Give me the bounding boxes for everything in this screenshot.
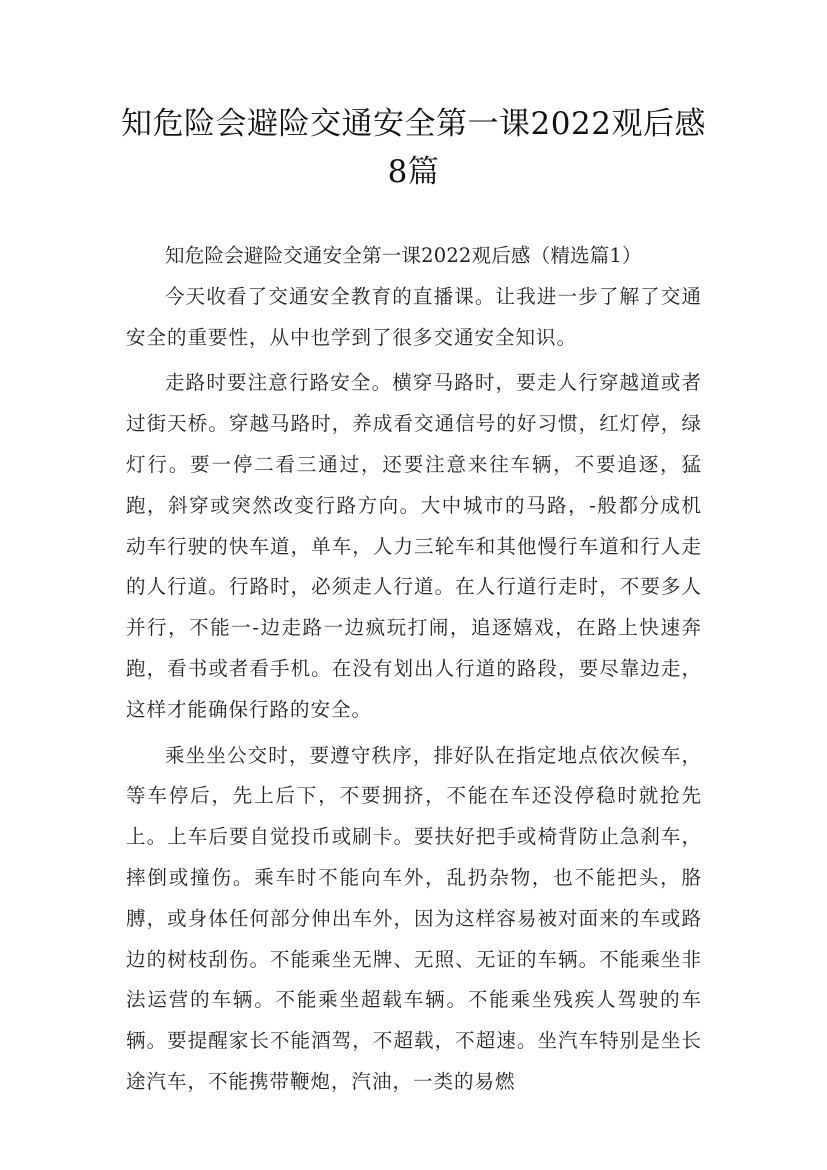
title-line-1: 知危险会避险交通安全第一课2022观后感 [121, 106, 706, 142]
paragraph: 走路时要注意行路安全。横穿马路时，要走人行穿越道或者过街天桥。穿越马路时，养成看交通信号的好习惯，红灯停，绿灯行。要一停二看三通过，还要注意来往车辆，不要追逐，猛跑，斜穿或突然改变行路方向。大中城市的马路，-般都分成机动车行驶的快车道，单车，人力三轮车和其他慢行车道和行人走的人行道。行路时，必须走人行道。在人行道行走时，不要多人并行，不能一-边走路一边疯玩打闹，追逐嬉戏，在路上快速奔跑，看书或者看手机。在没有划出人行道的路段，要尽靠边走，这样才能确保行路的安全。 [126, 371, 702, 721]
paragraph: 今天收看了交通安全教育的直播课。让我进一步了解了交通安全的重要性，从中也学到了很多交通安全知识。 [126, 284, 702, 349]
title-line-2: 8篇 [387, 154, 440, 190]
paragraph: 乘坐坐公交时，要遵守秩序，排好队在指定地点依次候车，等车停后，先上后下，不要拥挤，不能在车还没停稳时就抢先上。上车后要自觉投币或刷卡。要扶好把手或椅背防止急刹车，摔倒或撞伤。乘车时不能向车外，乱扔杂物，也不能把头，胳膊，或身体任何部分伸出车外，因为这样容易被对面来的车或路边的树枝刮伤。不能乘坐无牌、无照、无证的车辆。不能乘坐非法运营的车辆。不能乘坐超载车辆。不能乘坐残疾人驾驶的车辆。要提醒家长不能酒驾，不超载，不超速。坐汽车特别是坐长途汽车，不能携带鞭炮，汽油，一类的易燃 [126, 743, 702, 1093]
section-heading: 知危险会避险交通安全第一课2022观后感（精选篇1） [165, 244, 642, 267]
document-body [126, 236, 702, 1103]
document-title [100, 100, 727, 196]
